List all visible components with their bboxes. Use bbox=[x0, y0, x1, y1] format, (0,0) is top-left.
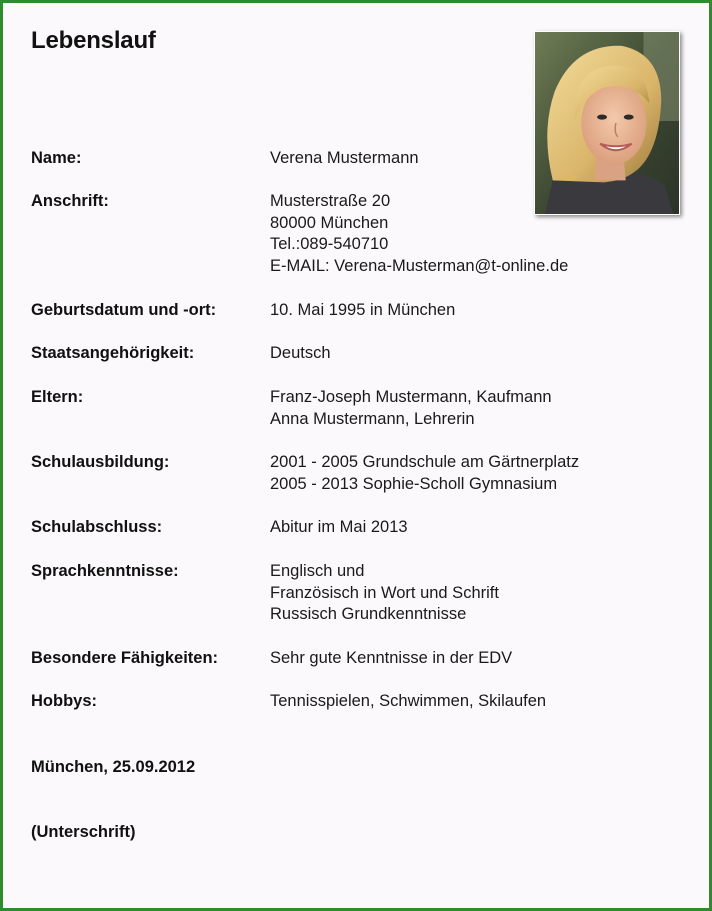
entry-value: Franz-Joseph Mustermann, Kaufmann bbox=[270, 388, 552, 406]
entry-graduation bbox=[31, 517, 671, 539]
entry-value: Deutsch bbox=[270, 344, 331, 362]
entry-label: Staatsangehörigkeit: bbox=[31, 344, 195, 362]
entry-value: Sehr gute Kenntnisse in der EDV bbox=[270, 649, 513, 667]
entry-label: Hobbys: bbox=[31, 692, 97, 710]
entry-value: 2001 - 2005 Grundschule am Gärtnerplatz bbox=[270, 453, 580, 471]
entry-label: Anschrift: bbox=[31, 192, 109, 210]
entry-label: Name: bbox=[31, 149, 82, 167]
entry-value: 2005 - 2013 Sophie-Scholl Gymnasium bbox=[270, 474, 558, 493]
entry-value: Verena Mustermann bbox=[270, 149, 419, 167]
portrait-photo bbox=[534, 31, 680, 215]
entry-label: Eltern: bbox=[31, 388, 84, 406]
entry-value: Französisch in Wort und Schrift bbox=[270, 583, 499, 602]
entry-label: Schulausbildung: bbox=[31, 453, 170, 471]
entry-values bbox=[270, 452, 579, 495]
place-date: München, 25.09.2012 bbox=[31, 758, 196, 776]
entry-values bbox=[270, 517, 408, 539]
entry-label: Sprachkenntnisse: bbox=[31, 562, 179, 580]
portrait-image bbox=[535, 32, 679, 214]
entry-label: Besondere Fähigkeiten: bbox=[31, 649, 219, 667]
entry-languages bbox=[31, 561, 671, 626]
entry-schooling bbox=[31, 452, 671, 495]
entry-value: Tennisspielen, Schwimmen, Skilaufen bbox=[270, 692, 547, 710]
entry-parents bbox=[31, 387, 671, 430]
entry-values bbox=[270, 561, 499, 626]
entry-birth bbox=[31, 300, 671, 322]
entry-hobbies bbox=[31, 691, 671, 713]
entry-value: 10. Mai 1995 in München bbox=[270, 301, 456, 319]
entry-values bbox=[270, 387, 552, 430]
entry-values bbox=[270, 191, 568, 278]
entry-value: Musterstraße 20 bbox=[270, 192, 391, 210]
entry-values bbox=[270, 691, 546, 713]
entry-value: Anna Mustermann, Lehrerin bbox=[270, 409, 475, 428]
entry-name bbox=[31, 148, 671, 170]
entry-values bbox=[270, 343, 331, 365]
entry-values bbox=[270, 648, 512, 670]
entry-value: Englisch und bbox=[270, 562, 365, 580]
entry-value: E-MAIL: Verena-Musterman@t-online.de bbox=[270, 257, 569, 276]
entry-label: Geburtsdatum und -ort: bbox=[31, 301, 217, 319]
entry-value: 80000 München bbox=[270, 213, 389, 232]
entry-label: Schulabschluss: bbox=[31, 518, 163, 536]
entry-values bbox=[270, 300, 455, 322]
entry-value: Tel.:089-540710 bbox=[270, 235, 389, 254]
page-title: Lebenslauf bbox=[31, 27, 156, 54]
entry-skills bbox=[31, 648, 671, 670]
entry-value: Russisch Grundkenntnisse bbox=[270, 605, 467, 624]
entry-nationality bbox=[31, 343, 671, 365]
entry-values bbox=[270, 148, 419, 170]
signature-label: (Unterschrift) bbox=[31, 823, 136, 841]
entry-value: Abitur im Mai 2013 bbox=[270, 518, 408, 536]
entry-address bbox=[31, 191, 671, 278]
